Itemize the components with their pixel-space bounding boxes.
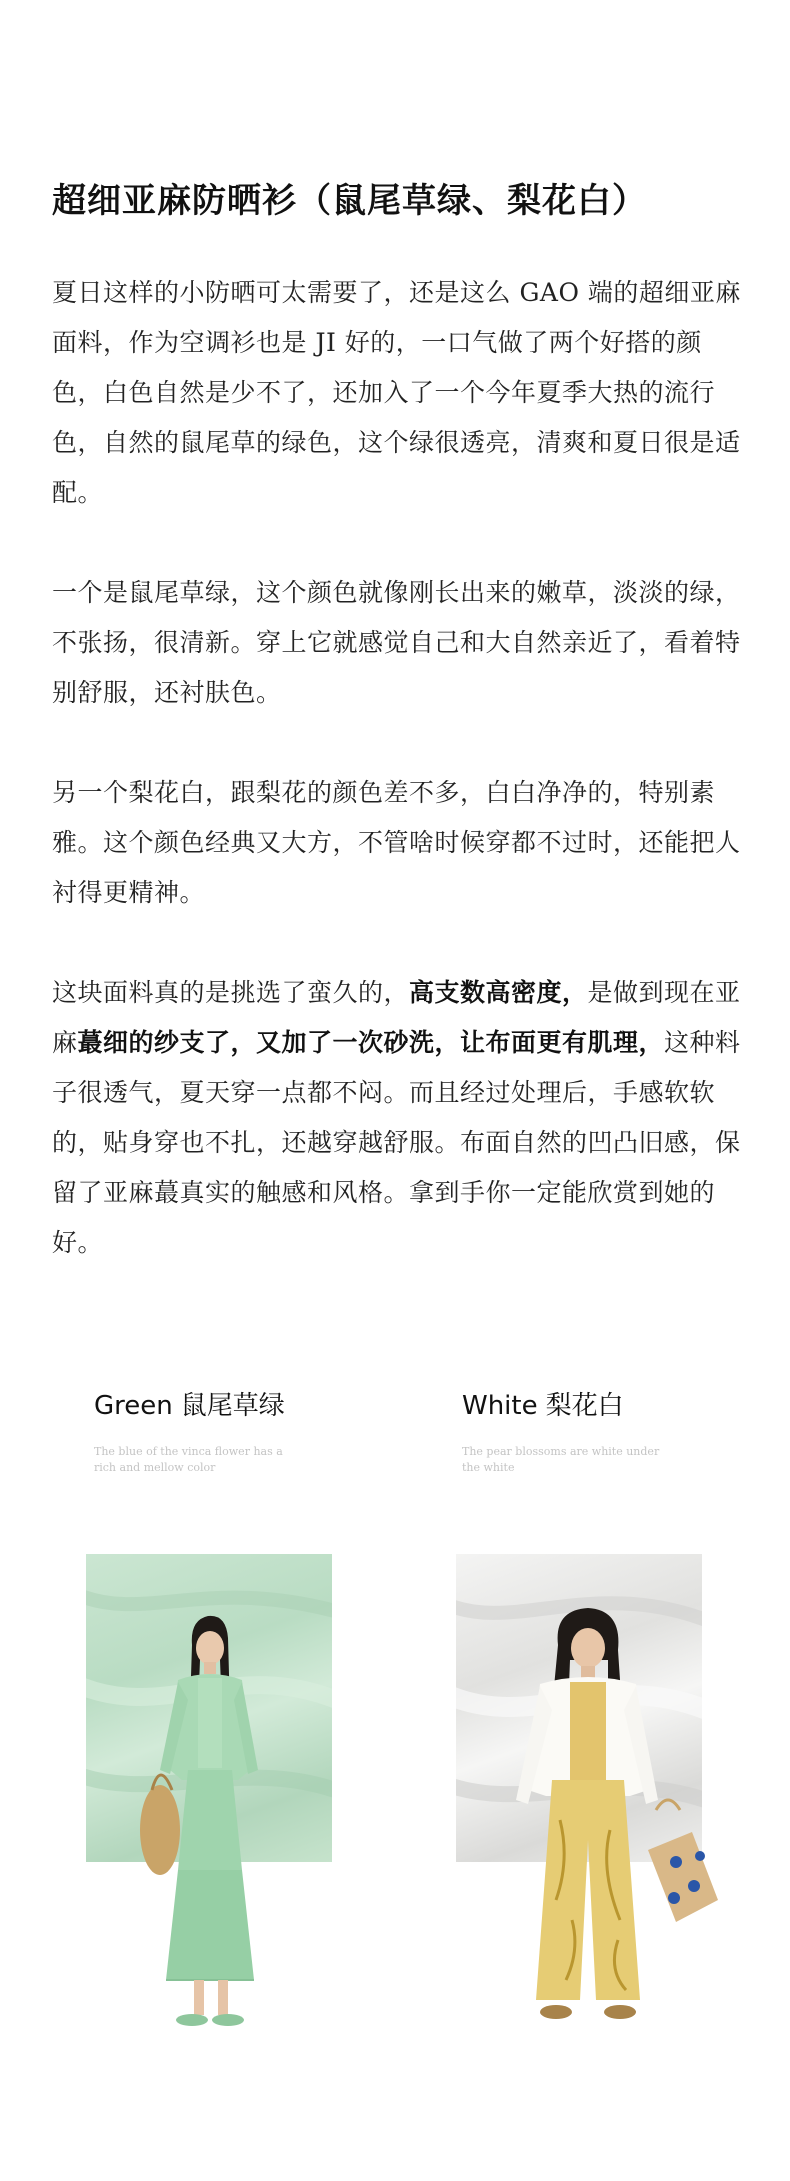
green-heading-en: Green [94, 1391, 173, 1421]
page-title: 超细亚麻防晒衫（鼠尾草绿、梨花白） [52, 180, 647, 221]
white-outfit-model-image [480, 1600, 740, 2040]
green-heading [94, 1385, 424, 1422]
white-heading-en: White [462, 1391, 538, 1421]
fabric-text-2: 是做到现在亚麻 [52, 978, 741, 1057]
white-heading [462, 1385, 790, 1422]
white-heading-cn: 梨花白 [545, 1391, 624, 1421]
green-color-block [94, 1385, 424, 1476]
fabric-text-3: 这种料子很透气，夏天穿一点都不闷。而且经过处理后，手感软软的，贴身穿也不扎，还越穿越舒服。布面自然的凹凸旧感，保留了亚麻蕞真实的触感和风格。拿到手你一定能欣赏到她的好。 [52, 1028, 741, 1257]
green-heading-cn: 鼠尾草绿 [180, 1391, 285, 1421]
green-subtitle: The blue of the vinca flower has a rich and mellow color [94, 1445, 283, 1474]
green-paragraph: 一个是鼠尾草绿，这个颜色就像刚长出来的嫩草，淡淡的绿，不张扬，很清新。穿上它就感觉自己和大自然亲近了，看着特别舒服，还衬肤色。 [52, 578, 741, 707]
white-subtitle: The pear blossoms are white under the white [462, 1445, 660, 1474]
green-outfit-model-image [130, 1600, 300, 2040]
white-color-block [462, 1385, 790, 1476]
white-paragraph: 另一个梨花白，跟梨花的颜色差不多，白白净净的，特别素雅。这个颜色经典又大方，不管啥时候穿都不过时，还能把人衬得更精神。 [52, 778, 741, 907]
fabric-highlight-1: 高支数高密度， [409, 978, 588, 1007]
fabric-highlight-2: 蕞细的纱支了，又加了一次砂洗，让布面更有肌理， [77, 1028, 665, 1057]
fabric-paragraph [52, 968, 742, 1268]
intro-paragraph: 夏日这样的小防晒可太需要了，还是这么 GAO 端的超细亚麻面料，作为空调衫也是 JI 好的，一口气做了两个好搭的颜色，白色自然是少不了，还加入了一个今年夏季大热的流行色，自然的鼠尾草的绿色，这个绿很透亮，清爽和夏日很是适配。 [52, 278, 741, 507]
fabric-text-1: 这块面料真的是挑选了蛮久的， [52, 978, 410, 1007]
white-model-bag [648, 1800, 718, 1922]
green-model-bag [140, 1775, 180, 1875]
